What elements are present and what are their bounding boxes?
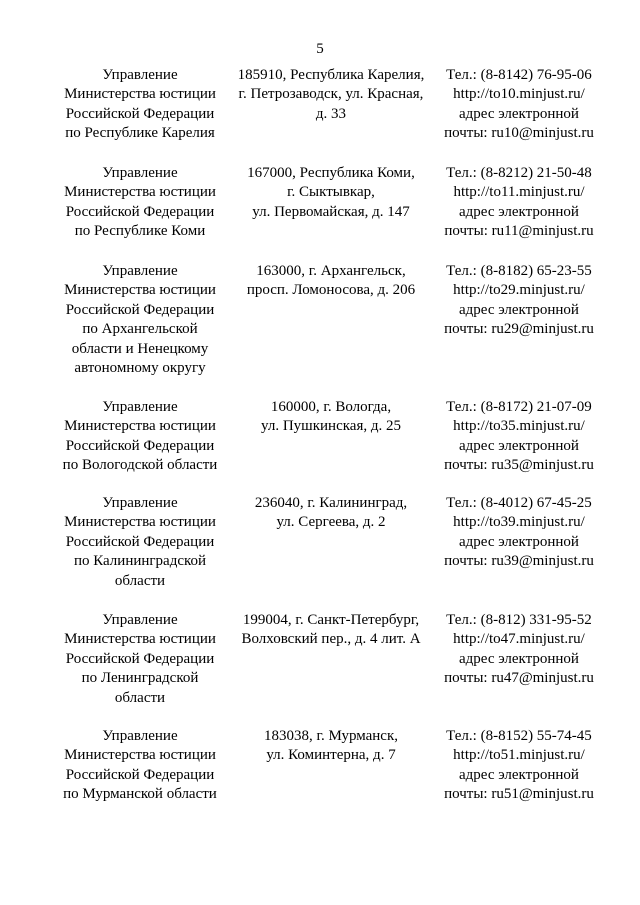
postal-address: 185910, Республика Карелия, г. Петрозаводск, ул. Красная, д. 33 <box>237 67 425 122</box>
directory-entry-kaliningrad <box>0 494 640 624</box>
postal-address: 163000, г. Архангельск, просп. Ломоносова, д. 206 <box>246 263 416 299</box>
department-name: Управление Министерства юстиции Российской Федерации по Мурманской области <box>63 728 217 803</box>
contact-info: Тел.: (8-8142) 76-95-06 http://to10.minjust.ru/ адрес электронной почты: ru10@minjust.ru <box>444 67 594 142</box>
department-name: Управление Министерства юстиции Российской Федерации по Калининградской области <box>64 495 216 589</box>
department-name: Управление Министерства юстиции Российской Федерации по Ленинградской области <box>64 612 216 706</box>
postal-address: 199004, г. Санкт-Петербург, Волховский пер., д. 4 лит. А <box>241 612 421 648</box>
contact-info: Тел.: (8-8182) 65-23-55 http://to29.minjust.ru/ адрес электронной почты: ru29@minjust.ru <box>444 263 594 338</box>
postal-address: 236040, г. Калининград, ул. Сергеева, д. 2 <box>254 495 408 531</box>
contact-info: Тел.: (8-8212) 21-50-48 http://to11.minjust.ru/ адрес электронной почты: ru11@minjust.ru <box>444 165 594 240</box>
postal-address: 160000, г. Вологда, ул. Пушкинская, д. 25 <box>261 399 401 435</box>
department-name: Управление Министерства юстиции Российской Федерации по Вологодской области <box>62 399 218 474</box>
department-name: Управление Министерства юстиции Российской Федерации по Архангельской области и Ненецкому автономному округу <box>64 263 216 377</box>
department-name: Управление Министерства юстиции Российской Федерации по Республике Карелия <box>64 67 216 142</box>
directory-entry-murmansk <box>0 727 640 857</box>
postal-address: 167000, Республика Коми, г. Сыктывкар, ул. Первомайская, д. 147 <box>247 165 415 220</box>
contact-info: Тел.: (8-4012) 67-45-25 http://to39.minjust.ru/ адрес электронной почты: ru39@minjust.ru <box>444 495 594 570</box>
page-number: 5 <box>316 41 324 57</box>
directory-entry-leningrad <box>0 611 640 741</box>
contact-info: Тел.: (8-8172) 21-07-09 http://to35.minjust.ru/ адрес электронной почты: ru35@minjust.ru <box>444 399 594 474</box>
contact-info: Тел.: (8-812) 331-95-52 http://to47.minjust.ru/ адрес электронной почты: ru47@minjust.ru <box>444 612 594 687</box>
department-name: Управление Министерства юстиции Российской Федерации по Республике Коми <box>64 165 216 240</box>
postal-address: 183038, г. Мурманск, ул. Коминтерна, д. 7 <box>264 728 398 764</box>
contact-info: Тел.: (8-8152) 55-74-45 http://to51.minjust.ru/ адрес электронной почты: ru51@minjust.ru <box>444 728 594 803</box>
directory-entry-arkhangelsk <box>0 262 640 392</box>
